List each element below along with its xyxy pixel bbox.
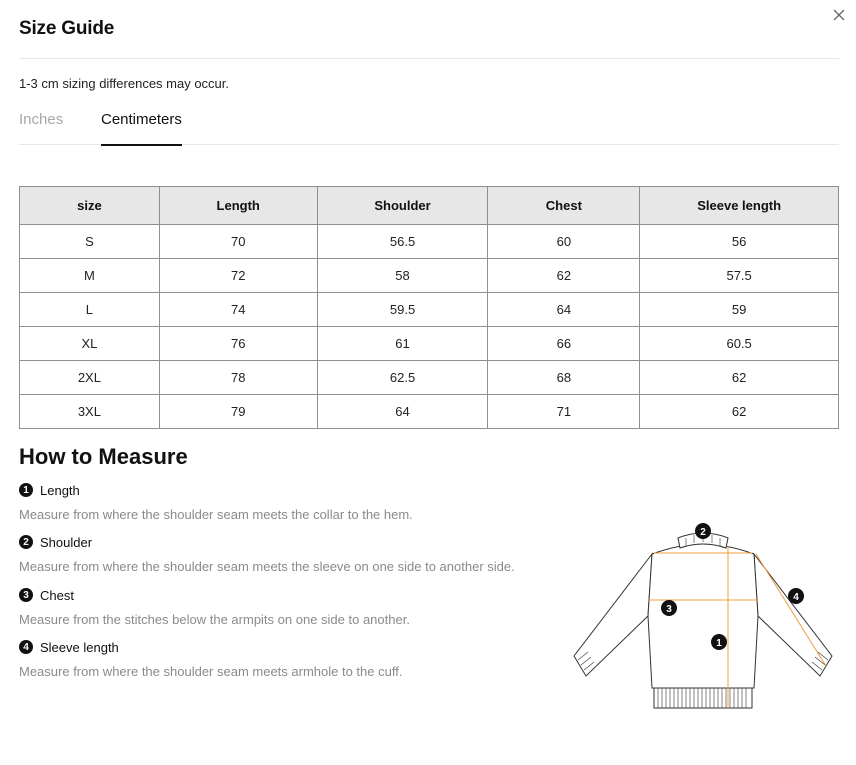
table-header-row <box>20 187 839 225</box>
step-description: Measure from the stitches below the armpits on one side to another. <box>19 612 410 627</box>
table-cell: 70 <box>159 225 317 259</box>
marker-2 <box>695 523 711 539</box>
step-shoulder <box>19 533 515 574</box>
tab-centimeters[interactable]: Centimeters <box>101 111 182 145</box>
table-cell: 60.5 <box>640 327 839 361</box>
size-table <box>19 186 839 429</box>
header-shoulder: Shoulder <box>317 187 488 225</box>
how-to-measure-title: How to Measure <box>19 444 188 469</box>
table-row <box>20 225 839 259</box>
table-row <box>20 327 839 361</box>
table-row <box>20 259 839 293</box>
close-icon[interactable] <box>831 7 847 23</box>
table-cell: 62 <box>488 259 640 293</box>
table-cell: 74 <box>159 293 317 327</box>
marker-label: 1 <box>716 638 722 649</box>
step-number-2: 2 <box>19 535 33 549</box>
marker-1 <box>711 634 727 650</box>
step-number-3: 3 <box>19 588 33 602</box>
marker-label: 2 <box>700 527 706 538</box>
table-cell: S <box>20 225 160 259</box>
table-row <box>20 395 839 429</box>
table-cell: 62 <box>640 395 839 429</box>
table-cell: 76 <box>159 327 317 361</box>
tab-inches[interactable]: Inches <box>19 111 64 128</box>
step-length <box>19 481 413 522</box>
marker-label: 3 <box>666 604 672 615</box>
modal-title: Size Guide <box>19 18 115 39</box>
step-label: Length <box>40 482 80 498</box>
sweater-illustration <box>568 516 840 716</box>
header-chest: Chest <box>488 187 640 225</box>
sweater-measure-diagram <box>568 516 840 716</box>
unit-tabs <box>19 108 839 145</box>
table-cell: 2XL <box>20 361 160 395</box>
step-number-4: 4 <box>19 640 33 654</box>
table-cell: 58 <box>317 259 488 293</box>
header-length: Length <box>159 187 317 225</box>
step-sleeve-length <box>19 638 402 679</box>
table-cell: 66 <box>488 327 640 361</box>
marker-label: 4 <box>793 592 799 603</box>
table-cell: 79 <box>159 395 317 429</box>
table-cell: 68 <box>488 361 640 395</box>
step-description: Measure from where the shoulder seam meets the collar to the hem. <box>19 507 413 522</box>
step-description: Measure from where the shoulder seam meets armhole to the cuff. <box>19 664 403 679</box>
table-cell: 59.5 <box>317 293 488 327</box>
table-cell: 57.5 <box>640 259 839 293</box>
table-cell: 59 <box>640 293 839 327</box>
marker-3 <box>661 600 677 616</box>
step-label: Chest <box>40 587 74 603</box>
sizing-note: 1-3 cm sizing differences may occur. <box>19 76 230 91</box>
table-row <box>20 361 839 395</box>
step-label: Sleeve length <box>40 639 119 655</box>
table-row <box>20 293 839 327</box>
step-chest <box>19 586 410 627</box>
header-sleeve-length: Sleeve length <box>640 187 839 225</box>
table-cell: L <box>20 293 160 327</box>
header-size: size <box>20 187 160 225</box>
table-cell: 61 <box>317 327 488 361</box>
header-divider <box>19 58 839 59</box>
table-cell: 56 <box>640 225 839 259</box>
table-cell: XL <box>20 327 160 361</box>
table-cell: 60 <box>488 225 640 259</box>
table-cell: 62.5 <box>317 361 488 395</box>
table-cell: 3XL <box>20 395 160 429</box>
step-description: Measure from where the shoulder seam meets the sleeve on one side to another side. <box>19 559 515 574</box>
table-cell: 56.5 <box>317 225 488 259</box>
marker-4 <box>788 588 804 604</box>
table-cell: 78 <box>159 361 317 395</box>
table-cell: 72 <box>159 259 317 293</box>
table-cell: 64 <box>317 395 488 429</box>
step-number-1: 1 <box>19 483 33 497</box>
table-cell: 62 <box>640 361 839 395</box>
table-cell: M <box>20 259 160 293</box>
step-label: Shoulder <box>40 534 93 550</box>
table-cell: 64 <box>488 293 640 327</box>
table-cell: 71 <box>488 395 640 429</box>
